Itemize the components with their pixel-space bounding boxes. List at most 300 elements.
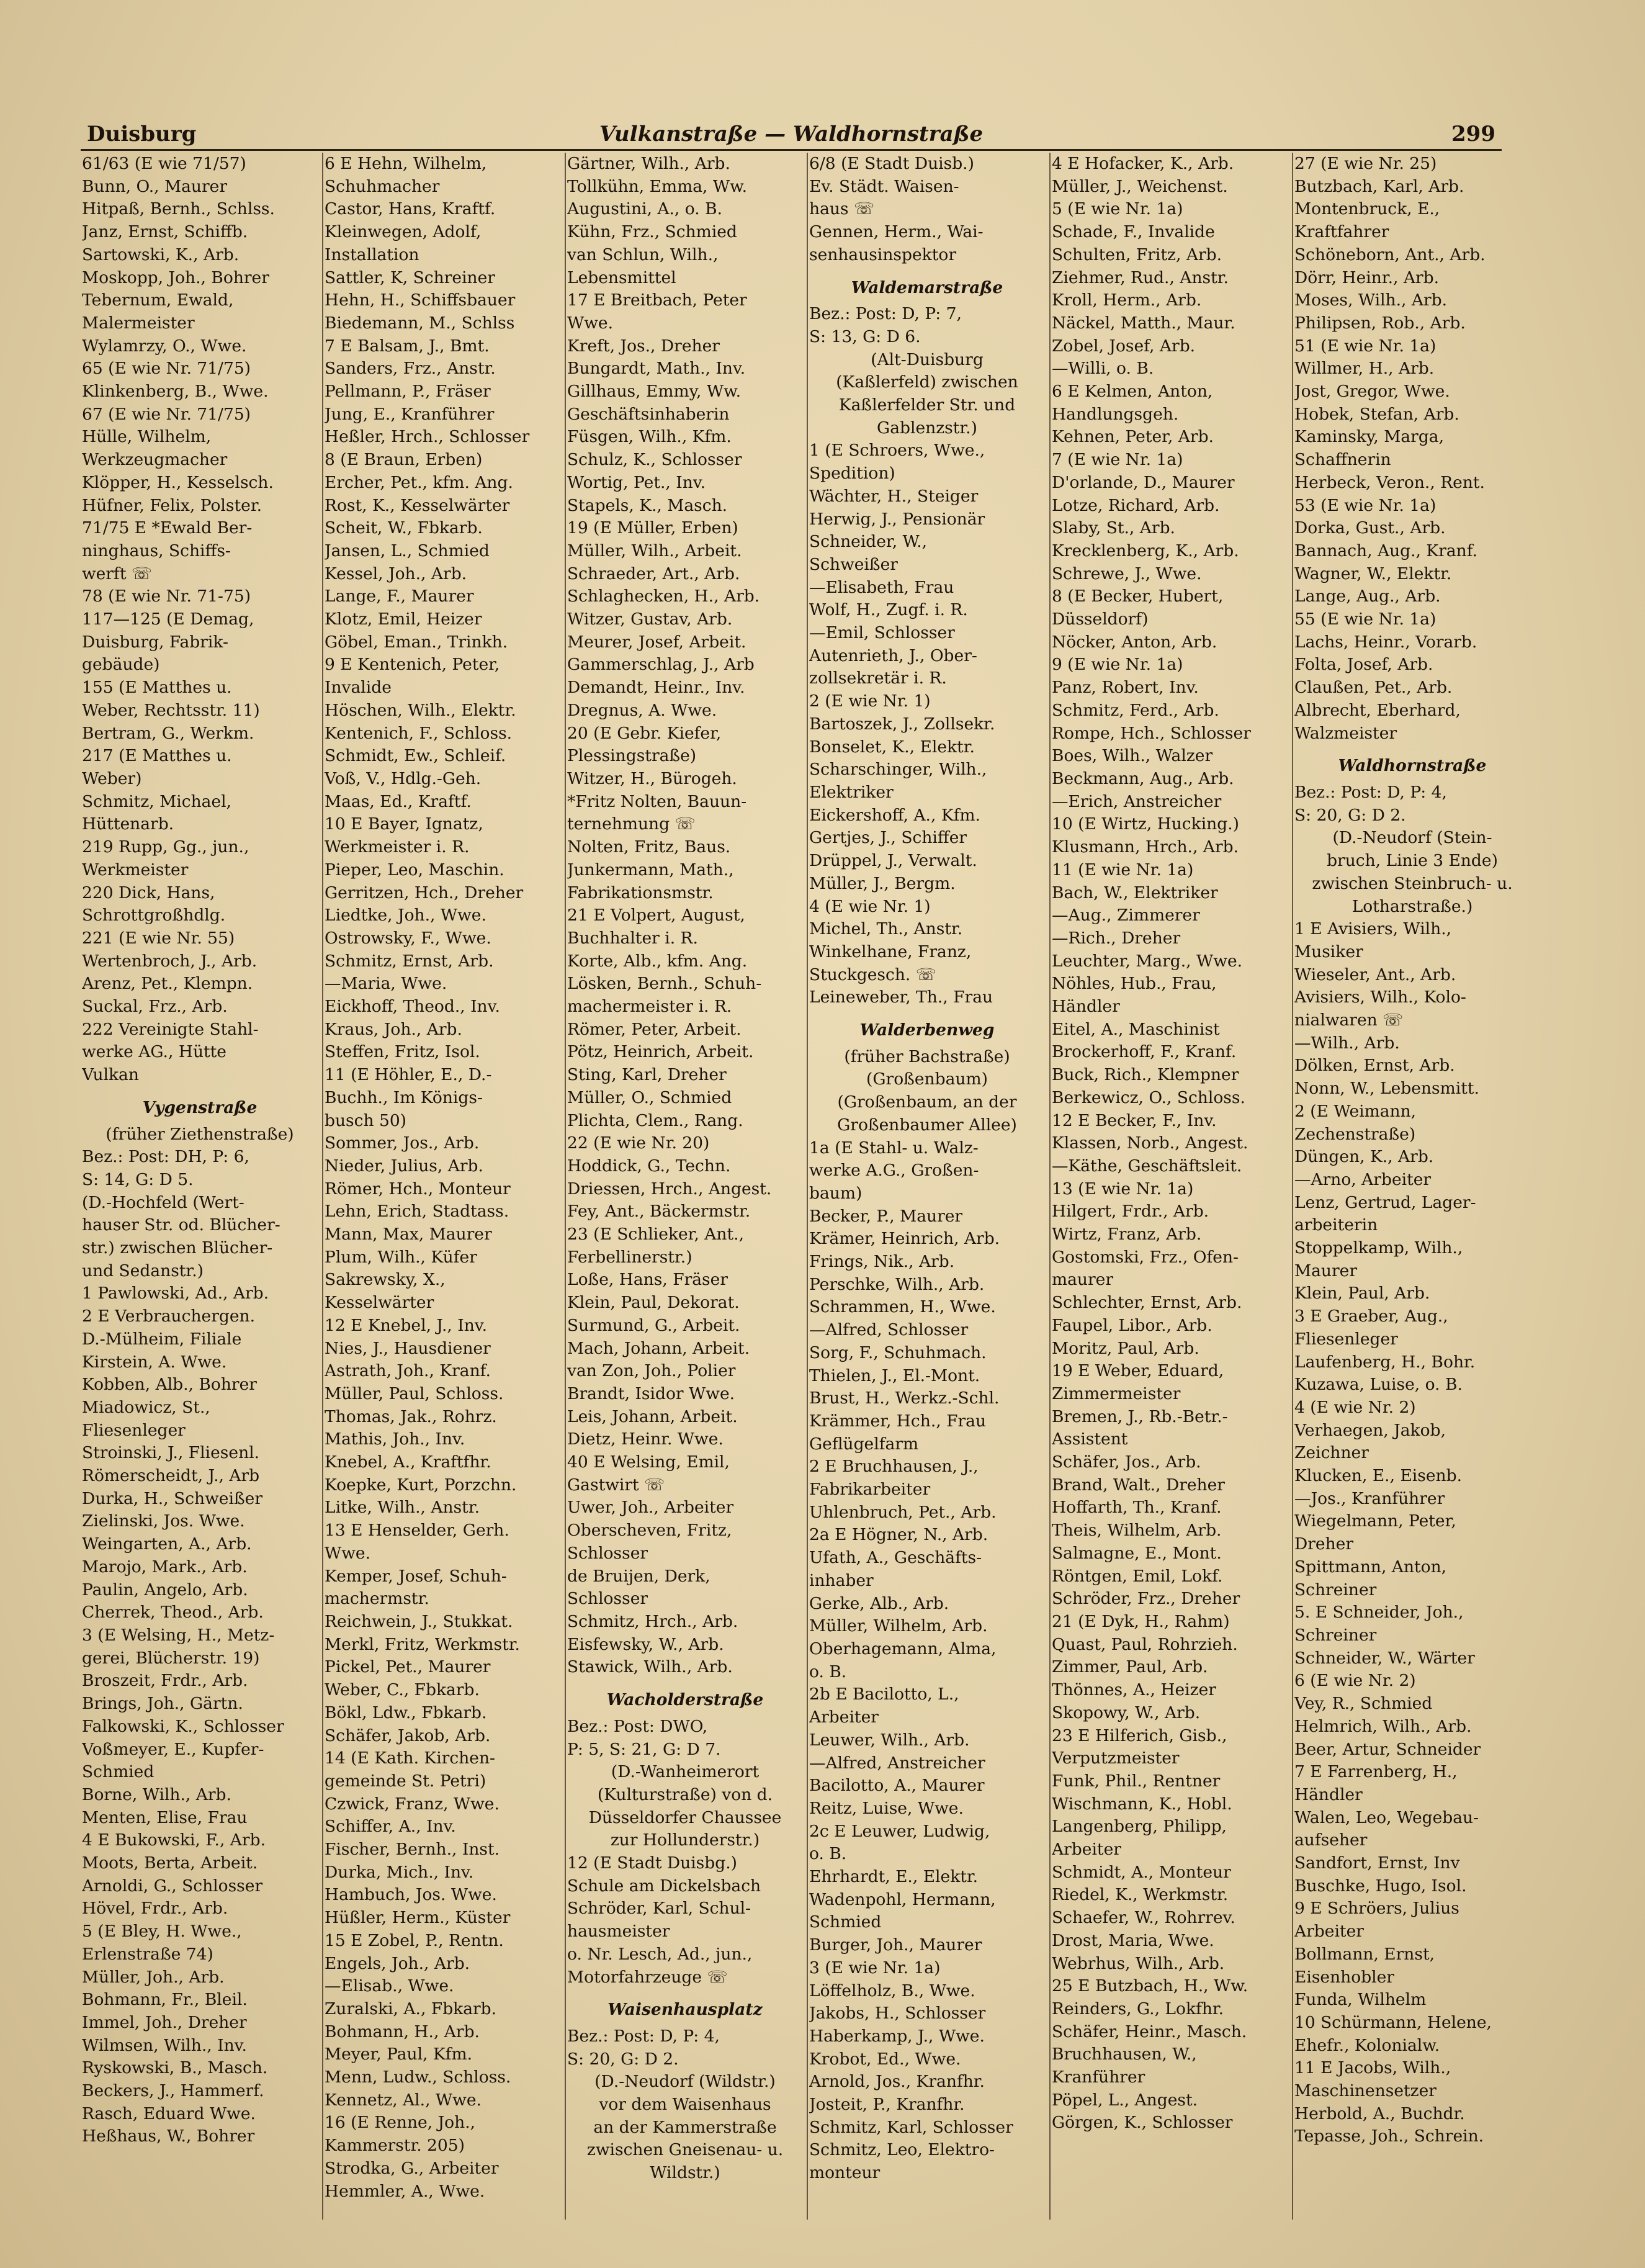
directory-line: Bertram, G., Werkm. (82, 723, 254, 743)
directory-line: Wiegelmann, Peter, (1294, 1511, 1456, 1531)
directory-line: Dölken, Ernst, Arb. (1294, 1056, 1455, 1076)
street-description: (früher Ziethenstraße) (105, 1124, 294, 1144)
directory-line: Pellmann, P., Fräser (325, 382, 491, 402)
directory-line: Pickel, Pet., Maurer (325, 1657, 491, 1677)
directory-line: Bökl, Ldw., Fbkarb. (325, 1703, 487, 1722)
directory-line: 4 E Hofacker, K., Arb. (1052, 154, 1234, 173)
directory-line: Weingarten, A., Arb. (82, 1534, 252, 1554)
directory-line: D.-Mülheim, Filiale (82, 1329, 242, 1349)
directory-line: 7 E Balsam, J., Bmt. (325, 336, 490, 356)
directory-line: Wieseler, Ant., Arb. (1294, 965, 1456, 984)
directory-line: Klucken, E., Eisenb. (1294, 1466, 1463, 1486)
directory-line: Lachs, Heinr., Vorarb. (1294, 632, 1477, 652)
directory-line: str.) zwischen Blücher- (82, 1238, 273, 1258)
directory-line: 67 (E wie Nr. 71/75) (82, 404, 251, 424)
directory-line: Bohmann, H., Arb. (325, 2022, 480, 2041)
directory-line: 10 (E Wirtz, Hucking.) (1052, 814, 1239, 834)
directory-line: Quast, Paul, Rohrzieh. (1052, 1634, 1238, 1654)
directory-line: Meyer, Paul, Kfm. (325, 2045, 473, 2064)
directory-line: Leis, Johann, Arbeit. (567, 1406, 738, 1426)
directory-line: Driessen, Hrch., Angest. (567, 1179, 772, 1199)
directory-line: 8 (E Braun, Erben) (325, 450, 483, 470)
directory-line: Motorfahrzeuge ☏ (567, 1967, 728, 1987)
directory-line: Stuckgesch. ☏ (809, 965, 936, 984)
directory-line: Düngen, K., Arb. (1294, 1147, 1434, 1167)
directory-line: Brust, H., Werkz.-Schl. (809, 1388, 1000, 1408)
directory-line: Boes, Wilh., Walzer (1052, 746, 1213, 766)
directory-line: Zechenstraße) (1294, 1124, 1416, 1144)
directory-line: machermstr. (325, 1589, 429, 1609)
directory-line: Klein, Paul, Dekorat. (567, 1293, 740, 1313)
directory-line: Engels, Joh., Arb. (325, 1953, 470, 1973)
directory-line: Thomas, Jak., Rohrz. (325, 1406, 497, 1426)
directory-line: van Schlun, Wilh., (567, 245, 719, 264)
directory-line: Wächter, H., Steiger (809, 486, 979, 506)
directory-line: —Erich, Anstreicher (1052, 791, 1222, 811)
directory-line: Eickhoff, Theod., Inv. (325, 997, 500, 1017)
directory-line: Borne, Wilh., Arb. (82, 1784, 231, 1804)
directory-line: Höschen, Wilh., Elektr. (325, 700, 516, 720)
directory-line: Kirstein, A. Wwe. (82, 1352, 227, 1372)
directory-line: 2 E Bruchhausen, J., (809, 1457, 979, 1477)
directory-line: Leineweber, Th., Frau (809, 988, 993, 1007)
directory-line: Wirtz, Franz, Arb. (1052, 1225, 1202, 1244)
directory-line: Hoddick, G., Techn. (567, 1156, 731, 1176)
directory-line: 1 (E Schroers, Wwe., (809, 441, 985, 461)
directory-line: —Emil, Schlosser (809, 623, 955, 643)
directory-line: 4 E Bukowski, F., Arb. (82, 1830, 266, 1850)
directory-line: Zuralski, A., Fbkarb. (325, 1999, 497, 2018)
directory-line: Arenz, Pet., Klempn. (82, 974, 253, 994)
directory-line: Avisiers, Wilh., Kolo- (1294, 988, 1466, 1007)
directory-line: Riedel, K., Werkmstr. (1052, 1885, 1229, 1905)
directory-line: Perschke, Wilh., Arb. (809, 1274, 985, 1294)
street-description: vor dem Waisenhaus (599, 2095, 771, 2115)
directory-line: Panz, Robert, Inv. (1052, 678, 1199, 698)
directory-line: 221 (E wie Nr. 55) (82, 928, 235, 948)
street-description: Lotharstraße.) (1351, 896, 1473, 916)
directory-line: Hilgert, Frdr., Arb. (1052, 1202, 1209, 1222)
directory-line: 1 Pawlowski, Ad., Arb. (82, 1284, 269, 1303)
street-heading: Waldhornstraße (1338, 756, 1487, 776)
directory-line: Schule am Dickelsbach (567, 1876, 761, 1896)
directory-line: 11 E Jacobs, Wilh., (1294, 2058, 1451, 2078)
directory-line: Folta, Josef, Arb. (1294, 655, 1433, 675)
directory-line: 155 (E Matthes u. (82, 678, 232, 698)
directory-line: Zimmermeister (1052, 1384, 1181, 1403)
street-heading: Waldemarstraße (851, 277, 1003, 297)
directory-line: —Käthe, Geschäftsleit. (1052, 1156, 1242, 1176)
directory-line: Durka, H., Schweißer (82, 1488, 263, 1508)
column-divider (1292, 153, 1293, 2220)
directory-line: Tebernum, Ewald, (82, 290, 234, 310)
directory-line: 78 (E wie Nr. 71-75) (82, 587, 251, 606)
directory-line: Drüppel, J., Verwalt. (809, 851, 977, 871)
directory-line: Eitel, A., Maschinist (1052, 1019, 1220, 1039)
directory-line: —Maria, Wwe. (325, 974, 447, 994)
directory-line: Kreft, Jos., Dreher (567, 336, 720, 356)
directory-line: 10 E Bayer, Ignatz, (325, 814, 483, 834)
directory-line: Kobben, Alb., Bohrer (82, 1375, 257, 1395)
directory-line: Fabrikationsmstr. (567, 883, 714, 902)
directory-line: Loße, Hans, Fräser (567, 1270, 728, 1290)
directory-line: Müller, J., Bergm. (809, 873, 956, 893)
directory-line: Bez.: Post: D, P: 4, (1294, 782, 1447, 802)
directory-line: Sanders, Frz., Anstr. (325, 359, 496, 379)
directory-line: Korte, Alb., kfm. Ang. (567, 951, 748, 971)
directory-line: —Aug., Zimmerer (1052, 906, 1200, 925)
directory-line: Maschinensetzer (1294, 2081, 1437, 2101)
directory-line: Czwick, Franz, Wwe. (325, 1794, 500, 1814)
directory-line: 53 (E wie Nr. 1a) (1294, 495, 1437, 515)
directory-line: Wertenbroch, J., Arb. (82, 951, 258, 971)
directory-line: Wwe. (567, 313, 614, 333)
directory-line: —Wilh., Arb. (1294, 1033, 1400, 1053)
directory-line: Schreiner (1294, 1626, 1377, 1645)
directory-line: Wortig, Pet., Inv. (567, 472, 706, 492)
directory-line: 21 E Volpert, August, (567, 906, 745, 925)
directory-line: Fliesenleger (82, 1420, 186, 1440)
directory-line: Lehn, Erich, Stadtass. (325, 1202, 509, 1222)
directory-line: Ferbellinerstr.) (567, 1247, 693, 1267)
directory-line: Beer, Artur, Schneider (1294, 1739, 1481, 1759)
directory-line: Pötz, Heinrich, Arbeit. (567, 1042, 754, 1062)
directory-line: 40 E Welsing, Emil, (567, 1452, 730, 1472)
directory-line: Geflügelfarm (809, 1434, 919, 1454)
directory-line: Verputzmeister (1052, 1748, 1180, 1768)
directory-line: Butzbach, Karl, Arb. (1294, 176, 1464, 196)
directory-line: 11 (E Höhler, E., D.- (325, 1065, 492, 1085)
directory-line: Schaffnerin (1294, 450, 1391, 470)
directory-line: Scharschinger, Wilh., (809, 760, 987, 780)
directory-line: Schmitz, Ernst, Arb. (325, 951, 494, 971)
directory-line: Stapels, K., Masch. (567, 495, 728, 515)
directory-line: Kennetz, Al., Wwe. (325, 2090, 482, 2110)
street-heading: Vygenstraße (142, 1097, 258, 1117)
directory-line: Bruchhausen, W., (1052, 2045, 1197, 2064)
directory-line: Herbeck, Veron., Rent. (1294, 472, 1485, 492)
directory-line: Dregnus, A. Wwe. (567, 700, 717, 720)
directory-line: Dietz, Heinr. Wwe. (567, 1429, 724, 1449)
directory-line: Werkmeister i. R. (325, 837, 470, 857)
directory-line: Schade, F., Invalide (1052, 222, 1215, 242)
directory-line: 15 E Zobel, P., Rentn. (325, 1930, 504, 1950)
directory-line: Voßmeyer, E., Kupfer- (82, 1739, 264, 1759)
directory-line: Sandfort, Ernst, Inv (1294, 1853, 1460, 1873)
directory-line: 17 E Breitbach, Peter (567, 290, 747, 310)
directory-line: Händler (1294, 1784, 1363, 1804)
directory-line: 2 (E wie Nr. 1) (809, 691, 931, 711)
directory-line: Reinders, G., Lokfhr. (1052, 1999, 1224, 2018)
directory-line: Zimmer, Paul, Arb. (1052, 1657, 1208, 1677)
directory-line: Bannach, Aug., Kranf. (1294, 541, 1478, 560)
directory-line: Brand, Walt., Dreher (1052, 1475, 1225, 1495)
directory-line: Durka, Mich., Inv. (325, 1862, 474, 1882)
directory-line: gebäude) (82, 655, 160, 675)
directory-line: maurer (1052, 1270, 1114, 1290)
directory-line: Lebensmittel (567, 268, 676, 287)
directory-line: Fischer, Bernh., Inst. (325, 1840, 500, 1860)
directory-line: Installation (325, 245, 419, 264)
directory-line: Verhaegen, Jakob, (1294, 1420, 1446, 1440)
directory-line: Schmied (82, 1762, 155, 1782)
directory-line: 6 E Hehn, Wilhelm, (325, 154, 487, 173)
directory-line: Sattler, K, Schreiner (325, 268, 495, 287)
directory-line: Hoffarth, Th., Kranf. (1052, 1498, 1222, 1518)
directory-line: Reitz, Luise, Wwe. (809, 1798, 964, 1818)
directory-line: Schulz, K., Schlosser (567, 450, 742, 470)
directory-line: —Jos., Kranführer (1294, 1488, 1445, 1508)
directory-line: Winkelhane, Franz, (809, 942, 972, 961)
directory-line: Heßler, Hrch., Schlosser (325, 427, 530, 447)
directory-line: Hüttenarb. (82, 814, 174, 834)
directory-line: Eickershoff, A., Kfm. (809, 805, 980, 825)
street-description: zwischen Steinbruch- u. (1312, 873, 1513, 893)
directory-line: Stoppelkamp, Wilh., (1294, 1238, 1463, 1258)
directory-line: Sakrewsky, X., (325, 1270, 446, 1290)
column-divider (322, 153, 323, 2220)
directory-line: Cherrek, Theod., Arb. (82, 1603, 264, 1622)
directory-line: Gennen, Herm., Wai- (809, 222, 984, 242)
directory-line: Moritz, Paul, Arb. (1052, 1338, 1199, 1358)
directory-line: Sommer, Jos., Arb. (325, 1133, 480, 1153)
directory-line: Lange, F., Maurer (325, 587, 474, 606)
directory-line: baum) (809, 1183, 863, 1203)
directory-line: 4 (E wie Nr. 2) (1294, 1397, 1416, 1417)
directory-line: 7 E Farrenberg, H., (1294, 1762, 1458, 1782)
directory-line: Dörr, Heinr., Arb. (1294, 268, 1440, 287)
directory-line: Suckal, Frz., Arb. (82, 997, 228, 1017)
directory-line: Arbeiter (1052, 1840, 1121, 1860)
directory-line: Bez.: Post: DH, P: 6, (82, 1147, 249, 1167)
directory-line: 27 (E wie Nr. 25) (1294, 154, 1437, 173)
directory-line: Schmitz, Michael, (82, 791, 232, 811)
directory-line: Bacilotto, A., Maurer (809, 1776, 985, 1796)
directory-line: D'orlande, D., Maurer (1052, 472, 1235, 492)
directory-line: Bunn, O., Maurer (82, 176, 227, 196)
directory-line: Buschke, Hugo, Isol. (1294, 1876, 1467, 1896)
directory-line: Kuzawa, Luise, o. B. (1294, 1375, 1463, 1395)
directory-line: Kentenich, F., Schloss. (325, 723, 513, 743)
directory-line: Michel, Th., Anstr. (809, 919, 963, 939)
directory-line: Rasch, Eduard Wwe. (82, 2104, 256, 2123)
page-header (81, 122, 1502, 151)
directory-line: 22 (E wie Nr. 20) (567, 1133, 710, 1153)
directory-line: Thielen, J., El.-Mont. (809, 1366, 980, 1385)
directory-line: Strodka, G., Arbeiter (325, 2158, 499, 2178)
directory-line: Arbeiter (809, 1708, 879, 1727)
street-description: (Großenbaum) (866, 1069, 988, 1089)
directory-line: Kranführer (1052, 2068, 1145, 2087)
directory-line: Theis, Wilhelm, Arb. (1052, 1521, 1222, 1541)
directory-line: Invalide (325, 678, 392, 698)
directory-line: Buchh., Im Königs- (325, 1087, 483, 1107)
directory-line: Römer, Hch., Monteur (325, 1179, 511, 1199)
directory-line: Ostrowsky, F., Wwe. (325, 928, 491, 948)
directory-line: Müller, Paul, Schloss. (325, 1384, 504, 1403)
directory-line: Weber, Rechtsstr. 11) (82, 700, 260, 720)
street-heading: Waisenhausplatz (607, 2000, 763, 2020)
directory-line: Zeichner (1294, 1443, 1369, 1463)
directory-line: —Elisab., Wwe. (325, 1976, 454, 1996)
directory-line: Röntgen, Emil, Lokf. (1052, 1566, 1223, 1586)
directory-line: Haberkamp, J., Wwe. (809, 2026, 985, 2046)
directory-line: 2 E Verbrauchergen. (82, 1307, 256, 1326)
directory-line: gerei, Blücherstr. 19) (82, 1648, 260, 1668)
directory-line: Koepke, Kurt, Porzchn. (325, 1475, 517, 1495)
directory-line: Brings, Joh., Gärtn. (82, 1694, 243, 1714)
directory-line: 8 (E Becker, Hubert, (1052, 587, 1224, 606)
directory-line: Krämmer, Hch., Frau (809, 1411, 987, 1431)
directory-line: Uhlenbruch, Pet., Arb. (809, 1502, 997, 1522)
directory-line: Bremen, J., Rb.-Betr.- (1052, 1406, 1228, 1426)
directory-line: Musiker (1294, 942, 1363, 961)
directory-line: S: 20, G: D 2. (567, 2049, 679, 2069)
directory-line: Ercher, Pet., kfm. Ang. (325, 472, 513, 492)
directory-line: Düsseldorf) (1052, 610, 1149, 629)
directory-line: Schröder, Frz., Dreher (1052, 1589, 1240, 1609)
directory-line: —Willi, o. B. (1052, 359, 1154, 379)
directory-line: 20 (E Gebr. Kiefer, (567, 723, 722, 743)
directory-line: 2b E Bacilotto, L., (809, 1685, 959, 1704)
directory-line: 65 (E wie Nr. 71/75) (82, 359, 251, 379)
directory-line: Maurer (1294, 1261, 1358, 1280)
directory-line: Walzmeister (1294, 723, 1397, 743)
directory-line: Broszeit, Frdr., Arb. (82, 1671, 248, 1691)
directory-line: Maas, Ed., Kraftf. (325, 791, 472, 811)
directory-line: Schäfer, Heinr., Masch. (1052, 2022, 1247, 2041)
directory-line: Gillhaus, Emmy, Ww. (567, 382, 742, 402)
directory-line: Brockerhoff, F., Kranf. (1052, 1042, 1237, 1062)
directory-line: 1a (E Stahl- u. Walz- (809, 1138, 979, 1158)
directory-line: Schmitz, Ferd., Arb. (1052, 700, 1219, 720)
directory-line: Gostomski, Frz., Ofen- (1052, 1247, 1239, 1267)
directory-line: Schweißer (809, 554, 898, 574)
directory-line: Josteit, P., Kranfhr. (809, 2095, 965, 2115)
directory-line: Müller, J., Weichenst. (1052, 176, 1228, 196)
directory-line: Schaefer, W., Rohrrev. (1052, 1908, 1235, 1928)
directory-line: Kraus, Joh., Arb. (325, 1019, 462, 1039)
directory-line: Hülle, Wilhelm, (82, 427, 212, 447)
directory-line: Demandt, Heinr., Inv. (567, 678, 745, 698)
directory-line: Bez.: Post: D, P: 4, (567, 2026, 720, 2046)
directory-line: Hobek, Stefan, Arb. (1294, 404, 1459, 424)
directory-line: Schraeder, Art., Arb. (567, 564, 740, 583)
column-4 (809, 153, 1045, 2226)
directory-line: Jansen, L., Schmied (325, 541, 490, 560)
directory-line: Hüfner, Felix, Polster. (82, 495, 262, 515)
directory-line: Handlungsgeh. (1052, 404, 1179, 424)
directory-line: Nies, J., Hausdiener (325, 1338, 491, 1358)
directory-line: Pöpel, L., Angest. (1052, 2090, 1198, 2110)
street-description: Düsseldorfer Chaussee (588, 1807, 782, 1827)
directory-line: 3 E Graeber, Aug., (1294, 1307, 1448, 1326)
street-description: (D.-Neudorf (Stein- (1332, 828, 1492, 848)
directory-line: Gerritzen, Hch., Dreher (325, 883, 524, 902)
directory-line: Kessel, Joh., Arb. (325, 564, 467, 583)
directory-line: Spittmann, Anton, (1294, 1557, 1447, 1577)
directory-line: Jakobs, H., Schlosser (809, 2004, 986, 2023)
directory-line: gemeinde St. Petri) (325, 1771, 486, 1791)
directory-line: Schöneborn, Ant., Arb. (1294, 245, 1486, 264)
directory-line: Elektriker (809, 782, 894, 802)
directory-line: 19 (E Müller, Erben) (567, 518, 738, 538)
directory-line: Lösken, Bernh., Schuh- (567, 974, 762, 994)
directory-line: Reichwein, J., Stukkat. (325, 1612, 513, 1631)
directory-line: —Arno, Arbeiter (1294, 1169, 1432, 1189)
directory-line: Görgen, K., Schlosser (1052, 2113, 1233, 2133)
street-description: an der Kammerstraße (593, 2117, 777, 2137)
directory-line: Moses, Wilh., Arb. (1294, 290, 1448, 310)
directory-line: Langenberg, Philipp, (1052, 1817, 1227, 1837)
column-1 (82, 153, 318, 2226)
directory-line: Merkl, Fritz, Werkmstr. (325, 1634, 520, 1654)
directory-line: Schlechter, Ernst, Arb. (1052, 1293, 1242, 1313)
directory-line: arbeiterin (1294, 1215, 1378, 1235)
directory-line: Schulten, Fritz, Arb. (1052, 245, 1222, 264)
directory-line: Werkmeister (82, 860, 189, 880)
directory-line: Wagner, W., Elektr. (1294, 564, 1452, 583)
directory-line: Arbeiter (1294, 1922, 1364, 1942)
directory-line: 117—125 (E Demag, (82, 610, 254, 629)
directory-line: Schiffer, A., Inv. (325, 1817, 456, 1837)
directory-line: 19 E Weber, Eduard, (1052, 1361, 1224, 1381)
directory-line: Müller, Joh., Arb. (82, 1967, 225, 1987)
directory-line: 6 (E wie Nr. 2) (1294, 1671, 1416, 1691)
directory-line: 220 Dick, Hans, (82, 883, 215, 902)
directory-line: Bohmann, Fr., Bleil. (82, 1990, 248, 2010)
directory-line: 222 Vereinigte Stahl- (82, 1019, 259, 1039)
street-description: zur Hollunderstr.) (610, 1830, 760, 1850)
column-2 (325, 153, 560, 2226)
directory-line: Sting, Karl, Dreher (567, 1065, 727, 1085)
directory-line: Salmagne, E., Mont. (1052, 1543, 1222, 1563)
directory-line: Biedemann, M., Schlss (325, 313, 515, 333)
directory-line: Klassen, Norb., Angest. (1052, 1133, 1248, 1153)
directory-line: Uwer, Joh., Arbeiter (567, 1498, 734, 1518)
directory-line: Nöcker, Anton, Arb. (1052, 632, 1217, 652)
directory-line: Klinkenberg, B., Wwe. (82, 382, 269, 402)
directory-line: Gärtner, Wilh., Arb. (567, 154, 730, 173)
directory-line: 3 (E Welsing, H., Metz- (82, 1626, 275, 1645)
directory-line: ninghaus, Schiffs- (82, 541, 231, 560)
directory-line: 12 E Becker, F., Inv. (1052, 1110, 1217, 1130)
directory-line: Gerke, Alb., Arb. (809, 1593, 949, 1613)
directory-line: 6/8 (E Stadt Duisb.) (809, 154, 974, 173)
directory-line: Fabrikarbeiter (809, 1480, 931, 1500)
directory-line: Zobel, Josef, Arb. (1052, 336, 1196, 356)
directory-line: machermeister i. R. (567, 997, 732, 1017)
street-description: (D.-Neudorf (Wildstr.) (594, 2072, 776, 2092)
directory-line: o. Nr. Lesch, Ad., jun., (567, 1944, 753, 1964)
directory-line: Oberscheven, Fritz, (567, 1521, 732, 1541)
directory-line: Schrottgroßhdlg. (82, 906, 226, 925)
column-3 (567, 153, 803, 2226)
directory-line: Näckel, Matth., Maur. (1052, 313, 1235, 333)
directory-line: 9 (E wie Nr. 1a) (1052, 655, 1183, 675)
directory-line: 23 E Hilferich, Gisb., (1052, 1726, 1227, 1745)
directory-line: Dorka, Gust., Arb. (1294, 518, 1446, 538)
directory-line: Assistent (1052, 1429, 1128, 1449)
directory-line: Klusmann, Hrch., Arb. (1052, 837, 1239, 857)
directory-line: Bungardt, Math., Inv. (567, 359, 746, 379)
directory-line: Löffelholz, B., Wwe. (809, 1981, 975, 2000)
directory-line: Falkowski, K., Schlosser (82, 1716, 284, 1736)
directory-line: Litke, Wilh., Anstr. (325, 1498, 480, 1518)
street-description: zwischen Gneisenau- u. (586, 2140, 784, 2160)
directory-line: Beckers, J., Hammerf. (82, 2081, 264, 2101)
directory-line: 13 (E wie Nr. 1a) (1052, 1179, 1194, 1199)
